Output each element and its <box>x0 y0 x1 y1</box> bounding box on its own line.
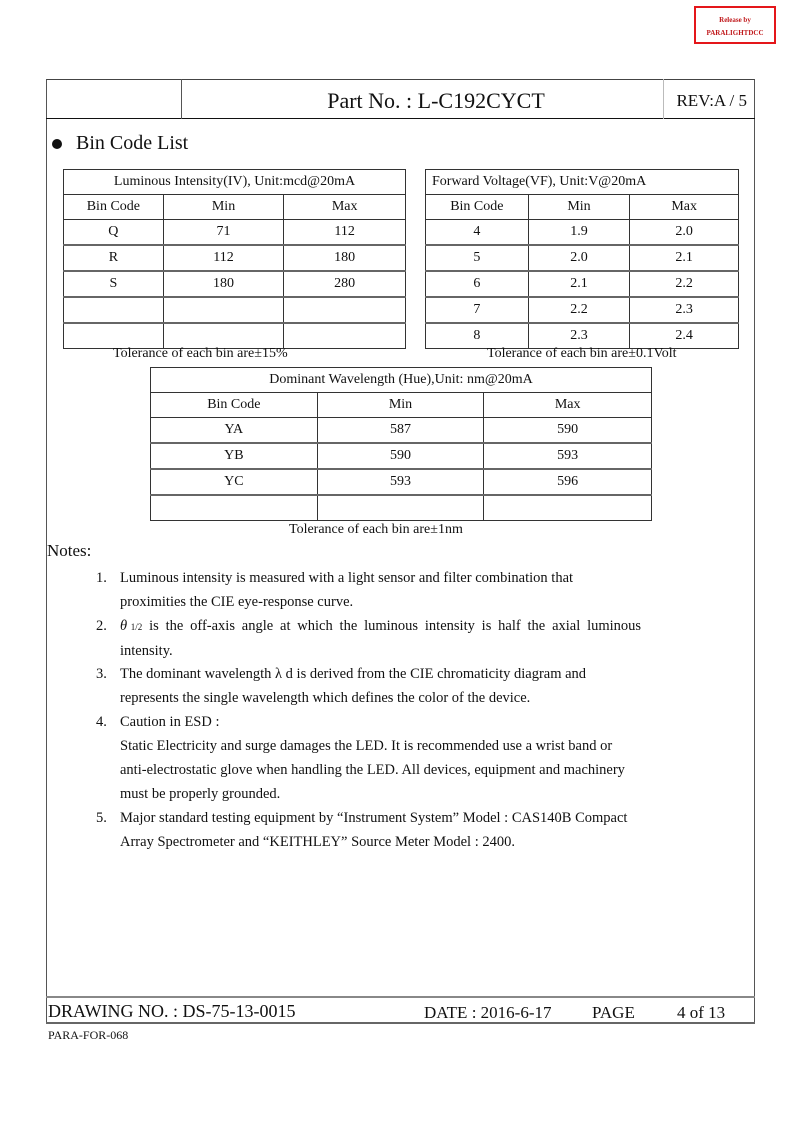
column-header: Max <box>284 195 406 220</box>
luminous-tolerance: Tolerance of each bin are±15% <box>113 346 288 361</box>
cell-bin: Q <box>64 220 164 246</box>
note-line: anti-electrostatic glove when handling the LED. All devices, equipment and machinery <box>120 762 625 778</box>
cell-bin <box>151 495 318 521</box>
note-number: 1. <box>96 570 107 586</box>
cell-bin: YB <box>151 443 318 469</box>
cell-min <box>317 495 484 521</box>
page-number: 4 of 13 <box>677 1003 726 1022</box>
table-row <box>64 220 406 246</box>
cell-min: 590 <box>317 443 484 469</box>
drawing-number: DRAWING NO. : DS-75-13-0015 <box>48 1001 296 1021</box>
cell-min <box>163 323 284 349</box>
table-header-row <box>64 195 406 220</box>
cell-max <box>284 297 406 323</box>
note-line: must be properly grounded. <box>120 786 281 802</box>
column-header: Bin Code <box>64 195 164 220</box>
cell-bin: 7 <box>426 297 529 323</box>
table-row <box>64 271 406 297</box>
table-row <box>426 271 739 297</box>
cell-max: 2.1 <box>630 245 739 271</box>
note-line: proximities the CIE eye-response curve. <box>120 594 354 610</box>
cell-max: 2.4 <box>630 323 739 349</box>
stamp-line-1: Release by <box>719 16 751 24</box>
theta-symbol: θ <box>120 618 128 634</box>
section-title-text: Bin Code List <box>76 132 189 154</box>
theta-subscript: 1/2 <box>130 622 143 632</box>
cell-max: 2.3 <box>630 297 739 323</box>
column-header: Min <box>163 195 284 220</box>
column-header: Max <box>630 195 739 220</box>
cell-min: 2.3 <box>528 323 630 349</box>
cell-max <box>484 495 652 521</box>
cell-min: 112 <box>163 245 284 271</box>
column-header: Min <box>317 393 484 418</box>
table-caption: Forward Voltage(VF), Unit:V@20mA <box>426 170 739 195</box>
note-number: 3. <box>96 666 107 682</box>
cell-max: 180 <box>284 245 406 271</box>
table-row <box>151 469 652 495</box>
cell-bin: YC <box>151 469 318 495</box>
column-header: Max <box>484 393 652 418</box>
cell-min <box>163 297 284 323</box>
table-row <box>426 297 739 323</box>
note-line: Array Spectrometer and “KEITHLEY” Source Meter Model : 2400. <box>120 834 515 850</box>
table-header-row <box>426 195 739 220</box>
cell-bin: S <box>64 271 164 297</box>
logo-cell <box>46 79 182 119</box>
page-label: PAGE <box>592 1003 635 1022</box>
wavelength-tolerance: Tolerance of each bin are±1nm <box>289 522 463 537</box>
table-row <box>64 323 406 349</box>
cell-min: 180 <box>163 271 284 297</box>
cell-max <box>284 323 406 349</box>
table-row <box>151 443 652 469</box>
table-row <box>151 495 652 521</box>
release-stamp <box>694 6 776 44</box>
section-title <box>52 132 188 155</box>
revision: REV:A / 5 <box>676 91 747 110</box>
forward-voltage-table <box>425 169 739 349</box>
note-number: 5. <box>96 810 107 826</box>
note-line: Major standard testing equipment by “Instrument System” Model : CAS140B Compact <box>120 810 628 826</box>
cell-max: 593 <box>484 443 652 469</box>
cell-min: 587 <box>317 418 484 444</box>
note-number: 2. <box>96 618 107 634</box>
column-header: Min <box>528 195 630 220</box>
cell-max: 2.2 <box>630 271 739 297</box>
document-date: DATE : 2016-6-17 <box>424 1003 552 1022</box>
cell-bin: 6 <box>426 271 529 297</box>
table-row <box>64 297 406 323</box>
cell-max: 596 <box>484 469 652 495</box>
note-line: intensity. <box>120 643 173 659</box>
cell-max: 112 <box>284 220 406 246</box>
dominant-wavelength-table <box>150 367 652 521</box>
table-row <box>426 245 739 271</box>
cell-bin: R <box>64 245 164 271</box>
cell-min: 1.9 <box>528 220 630 246</box>
cell-bin: 4 <box>426 220 529 246</box>
cell-bin <box>64 323 164 349</box>
note-line <box>120 614 696 639</box>
cell-max: 280 <box>284 271 406 297</box>
cell-max: 590 <box>484 418 652 444</box>
cell-min: 593 <box>317 469 484 495</box>
notes-title: Notes: <box>47 541 92 560</box>
note-text: is the off-axis angle at which the luminous intensity is half the axial luminous <box>142 618 642 634</box>
cell-min: 2.0 <box>528 245 630 271</box>
cell-max: 2.0 <box>630 220 739 246</box>
note-line: represents the single wavelength which defines the color of the device. <box>120 690 531 706</box>
note-line: Caution in ESD : <box>120 714 220 730</box>
column-header: Bin Code <box>151 393 318 418</box>
table-row <box>151 418 652 444</box>
note-line: The dominant wavelength λ d is derived from the CIE chromaticity diagram and <box>120 666 587 682</box>
header-divider <box>663 79 664 119</box>
cell-min: 2.1 <box>528 271 630 297</box>
document-header <box>46 79 755 119</box>
note-line: Static Electricity and surge damages the LED. It is recommended use a wrist band or <box>120 738 613 754</box>
forward-voltage-tolerance: Tolerance of each bin are±0.1Volt <box>487 346 677 361</box>
cell-min: 71 <box>163 220 284 246</box>
form-id: PARA-FOR-068 <box>48 1028 129 1042</box>
table-row <box>426 220 739 246</box>
document-footer <box>46 996 755 1024</box>
stamp-line-2: PARALIGHTDCC <box>706 29 764 37</box>
part-number: Part No. : L-C192CYCT <box>327 88 545 113</box>
cell-bin <box>64 297 164 323</box>
cell-bin: 8 <box>426 323 529 349</box>
cell-min: 2.2 <box>528 297 630 323</box>
table-caption: Luminous Intensity(IV), Unit:mcd@20mA <box>64 170 406 195</box>
note-line: Luminous intensity is measured with a light sensor and filter combination that <box>120 570 574 586</box>
table-header-row <box>151 393 652 418</box>
bullet-icon <box>52 139 62 149</box>
column-header: Bin Code <box>426 195 529 220</box>
cell-bin: YA <box>151 418 318 444</box>
table-row <box>426 323 739 349</box>
cell-bin: 5 <box>426 245 529 271</box>
note-number: 4. <box>96 714 107 730</box>
luminous-intensity-table <box>63 169 406 349</box>
table-row <box>64 245 406 271</box>
table-caption: Dominant Wavelength (Hue),Unit: nm@20mA <box>151 368 652 393</box>
